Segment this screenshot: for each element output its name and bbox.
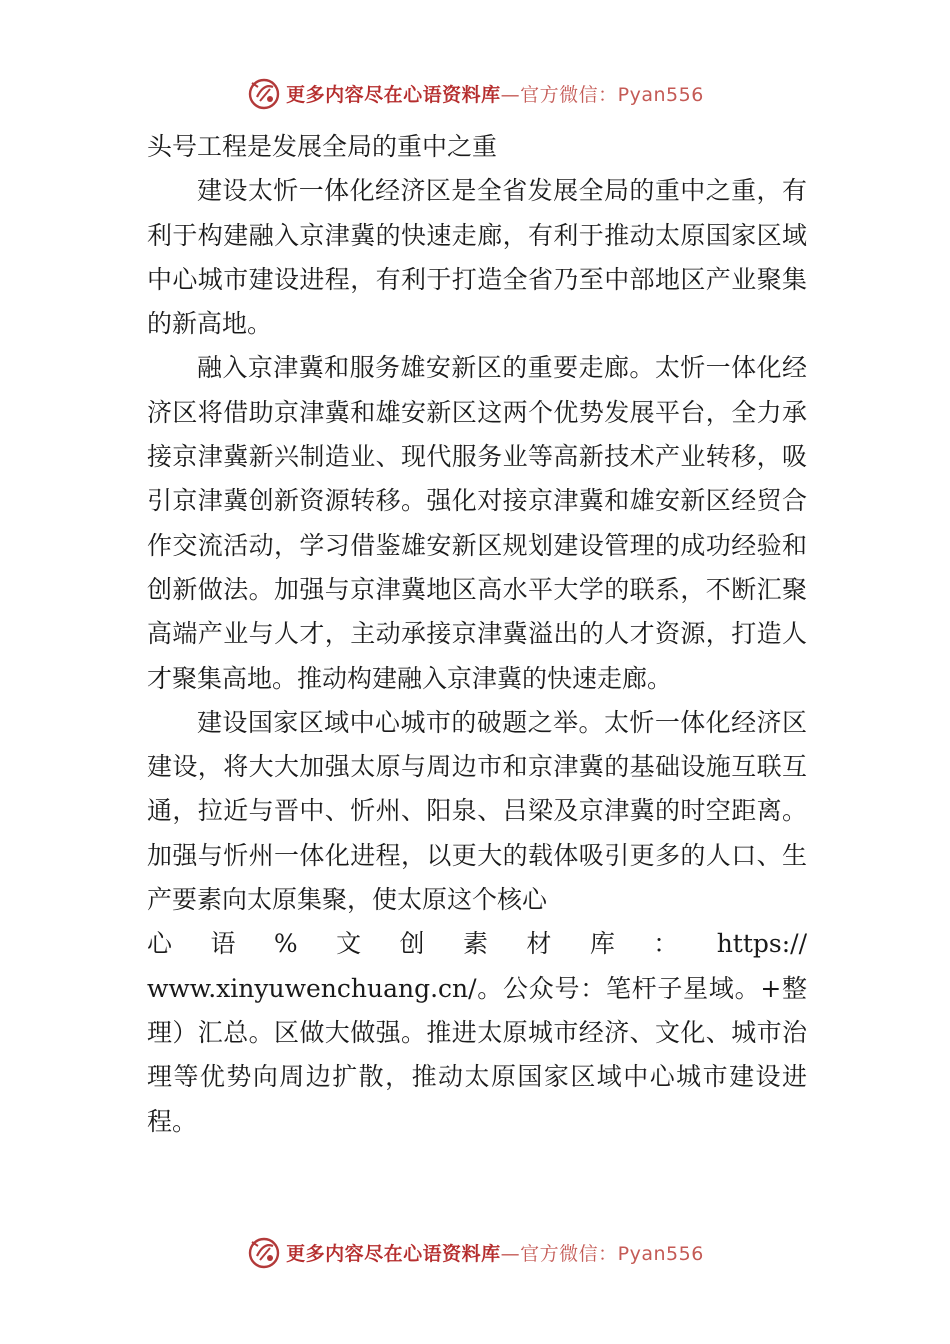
paragraph-3: 建设国家区域中心城市的破题之举。太忻一体化经济区建设，将大大加强太原与周边市和京津冀的基础设施互联互通，拉近与晋中、忻州、阳泉、吕梁及京津冀的时空距离。加强与忻州一体化进程，以更大的载体吸引更多的人口、生产要素向太原集聚，使太原这个核心 xyxy=(147,707,807,915)
banner-title: 更多内容尽在心语资料库 xyxy=(286,1242,501,1265)
banner-text xyxy=(286,80,704,107)
logo-icon xyxy=(246,1234,282,1270)
logo-icon xyxy=(246,75,282,111)
section-heading: 头号工程是发展全局的重中之重 xyxy=(147,132,498,161)
document-body xyxy=(147,125,807,1144)
paragraph-1: 建设太忻一体化经济区是全省发展全局的重中之重，有利于构建融入京津冀的快速走廊，有利于推动太原国家区域中心城市建设进程，有利于打造全省乃至中部地区产业聚集的新高地。 xyxy=(147,176,807,339)
watermark-line: 心语%文创素材库：https:// xyxy=(147,929,807,959)
paragraph-2: 融入京津冀和服务雄安新区的重要走廊。太忻一体化经济区将借助京津冀和雄安新区这两个优势发展平台，全力承接京津冀新兴制造业、现代服务业等高新技术产业转移，吸引京津冀创新资源转移。强化对接京津冀和雄安新区经贸合作交流活动，学习借鉴雄安新区规划建设管理的成功经验和创新做法。加强与京津冀地区高水平大学的联系，不断汇聚高端产业与人才，主动承接京津冀溢出的人才资源，打造人才聚集高地。推动构建融入京津冀的快速走廊。 xyxy=(147,353,807,693)
banner-contact: 官方微信：Pyan556 xyxy=(520,83,704,106)
paragraph-3-continued: www.xinyuwenchuang.cn/。公众号：笔杆子星域。+整理）汇总。区做大做强。推进太原城市经济、文化、城市治理等优势向周边扩散，推动太原国家区域中心城市建设进程。 xyxy=(147,973,807,1136)
banner-title: 更多内容尽在心语资料库 xyxy=(286,83,501,106)
banner-text xyxy=(286,1239,704,1266)
footer-banner xyxy=(0,1232,950,1272)
banner-dash: — xyxy=(500,1242,521,1265)
banner-dash: — xyxy=(500,83,521,106)
header-banner xyxy=(0,73,950,113)
banner-contact: 官方微信：Pyan556 xyxy=(520,1242,704,1265)
